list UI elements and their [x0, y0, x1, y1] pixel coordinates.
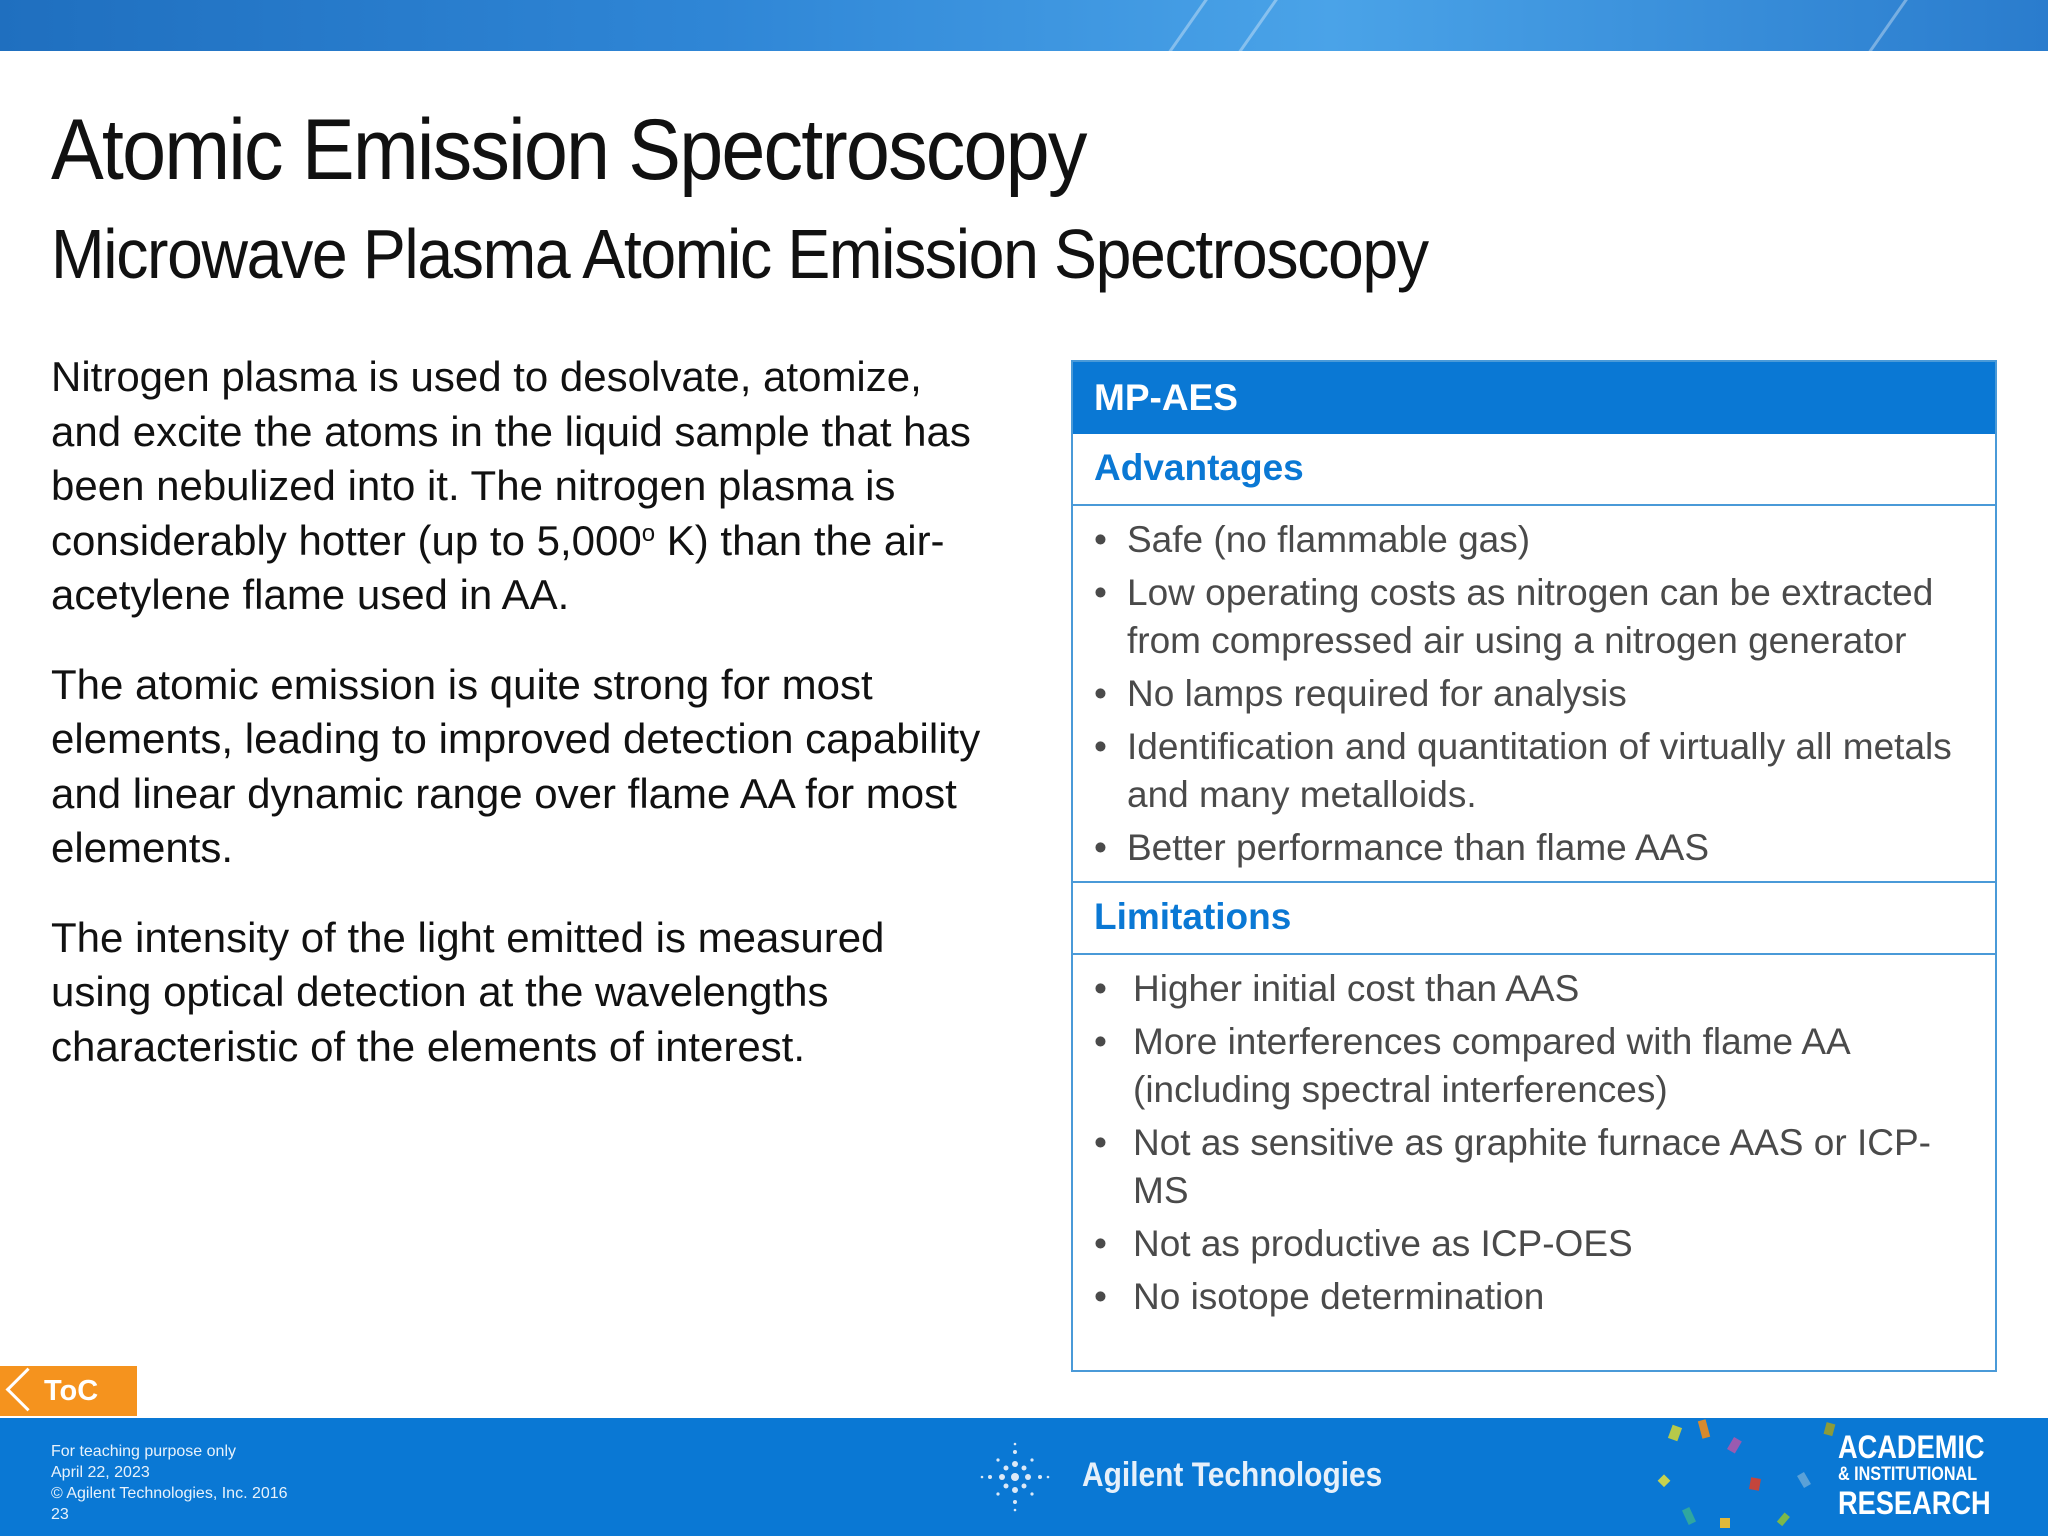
list-item-text: Higher initial cost than AAS: [1133, 968, 1580, 1009]
footer-bar: [0, 1418, 2048, 1536]
air-logo-line3: RESEARCH: [1838, 1485, 1991, 1521]
list-item: [1094, 1018, 1975, 1114]
top-banner: [0, 0, 2048, 51]
limitations-list: [1073, 955, 1995, 1330]
bullet-icon: •: [1094, 827, 1107, 868]
chevron-left-icon: [6, 1368, 50, 1412]
advantages-list: [1073, 506, 1995, 881]
bullet-icon: •: [1094, 673, 1107, 714]
footer-disclaimer: For teaching purpose only: [51, 1443, 236, 1460]
bullet-icon: •: [1094, 726, 1107, 767]
list-item-text: Low operating costs as nitrogen can be extracted from compressed air using a nitrogen generator: [1127, 572, 1934, 661]
banner-decoration: [1224, 0, 1278, 51]
list-item-text: Better performance than flame AAS: [1127, 827, 1710, 868]
air-logo: [1838, 1430, 1991, 1520]
list-item-text: No lamps required for analysis: [1127, 673, 1627, 714]
bullet-icon: •: [1094, 1223, 1107, 1264]
footer-copyright: © Agilent Technologies, Inc. 2016: [51, 1485, 288, 1502]
bullet-icon: •: [1094, 1276, 1107, 1317]
body-text: [51, 350, 991, 1109]
air-logo-line1: ACADEMIC: [1838, 1429, 1985, 1465]
list-item-text: More interferences compared with flame AA (including spectral interferences): [1133, 1021, 1849, 1110]
toc-button[interactable]: [0, 1366, 137, 1416]
footer-date: April 22, 2023: [51, 1464, 150, 1481]
list-item-text: No isotope determination: [1133, 1276, 1545, 1317]
bullet-icon: •: [1094, 572, 1107, 613]
list-item: [1094, 1220, 1975, 1268]
list-item: [1094, 965, 1975, 1013]
air-logo-line2: & INSTITUTIONAL: [1838, 1464, 1978, 1485]
bullet-icon: •: [1094, 1021, 1107, 1062]
list-item-text: Not as sensitive as graphite furnace AAS or ICP-MS: [1133, 1122, 1931, 1211]
list-item-text: Not as productive as ICP-OES: [1133, 1223, 1633, 1264]
banner-decoration: [1854, 0, 1908, 51]
list-item-text: Identification and quantitation of virtually all metals and many metalloids.: [1127, 726, 1952, 815]
mp-aes-table: [1071, 360, 1997, 1372]
list-item-text: Safe (no flammable gas): [1127, 519, 1531, 560]
paragraph-3: The intensity of the light emitted is measured using optical detection at the wavelengths characteristic of the elements of interest.: [51, 913, 885, 1070]
banner-decoration: [1154, 0, 1208, 51]
bullet-icon: •: [1094, 968, 1107, 1009]
agilent-brand-text: Agilent Technologies: [1082, 1456, 1383, 1494]
slide-subtitle: Microwave Plasma Atomic Emission Spectroscopy: [51, 215, 1428, 293]
list-item: [1094, 516, 1975, 564]
list-item: [1094, 670, 1975, 718]
slide-title: Atomic Emission Spectroscopy: [51, 102, 1086, 198]
list-item: [1094, 1273, 1975, 1321]
page-number: 23: [51, 1506, 69, 1523]
list-item: [1094, 723, 1975, 819]
advantages-heading: Advantages: [1073, 434, 1995, 506]
footer-meta: [51, 1441, 288, 1525]
agilent-spark-icon: [980, 1442, 1050, 1512]
paragraph-1-text: Nitrogen plasma is used to desolvate, atomize, and excite the atoms in the liquid sample that has been nebulized into it. The nitrogen plasma is considerably hotter (up to 5,000: [51, 353, 971, 564]
table-header: MP-AES: [1073, 362, 1995, 434]
bullet-icon: •: [1094, 1122, 1107, 1163]
list-item: [1094, 824, 1975, 872]
list-item: [1094, 569, 1975, 665]
degree-superscript: o: [641, 519, 656, 547]
list-item: [1094, 1119, 1975, 1215]
paragraph-1: [51, 350, 991, 623]
paragraph-2: The atomic emission is quite strong for most elements, leading to improved detection capability and linear dynamic range over flame AA for most elements.: [51, 660, 981, 871]
paragraph-1-text-end: K) than the air-acetylene flame used in AA.: [51, 516, 945, 618]
toc-label: ToC: [44, 1375, 99, 1407]
bullet-icon: •: [1094, 519, 1107, 560]
limitations-heading: Limitations: [1073, 881, 1995, 955]
